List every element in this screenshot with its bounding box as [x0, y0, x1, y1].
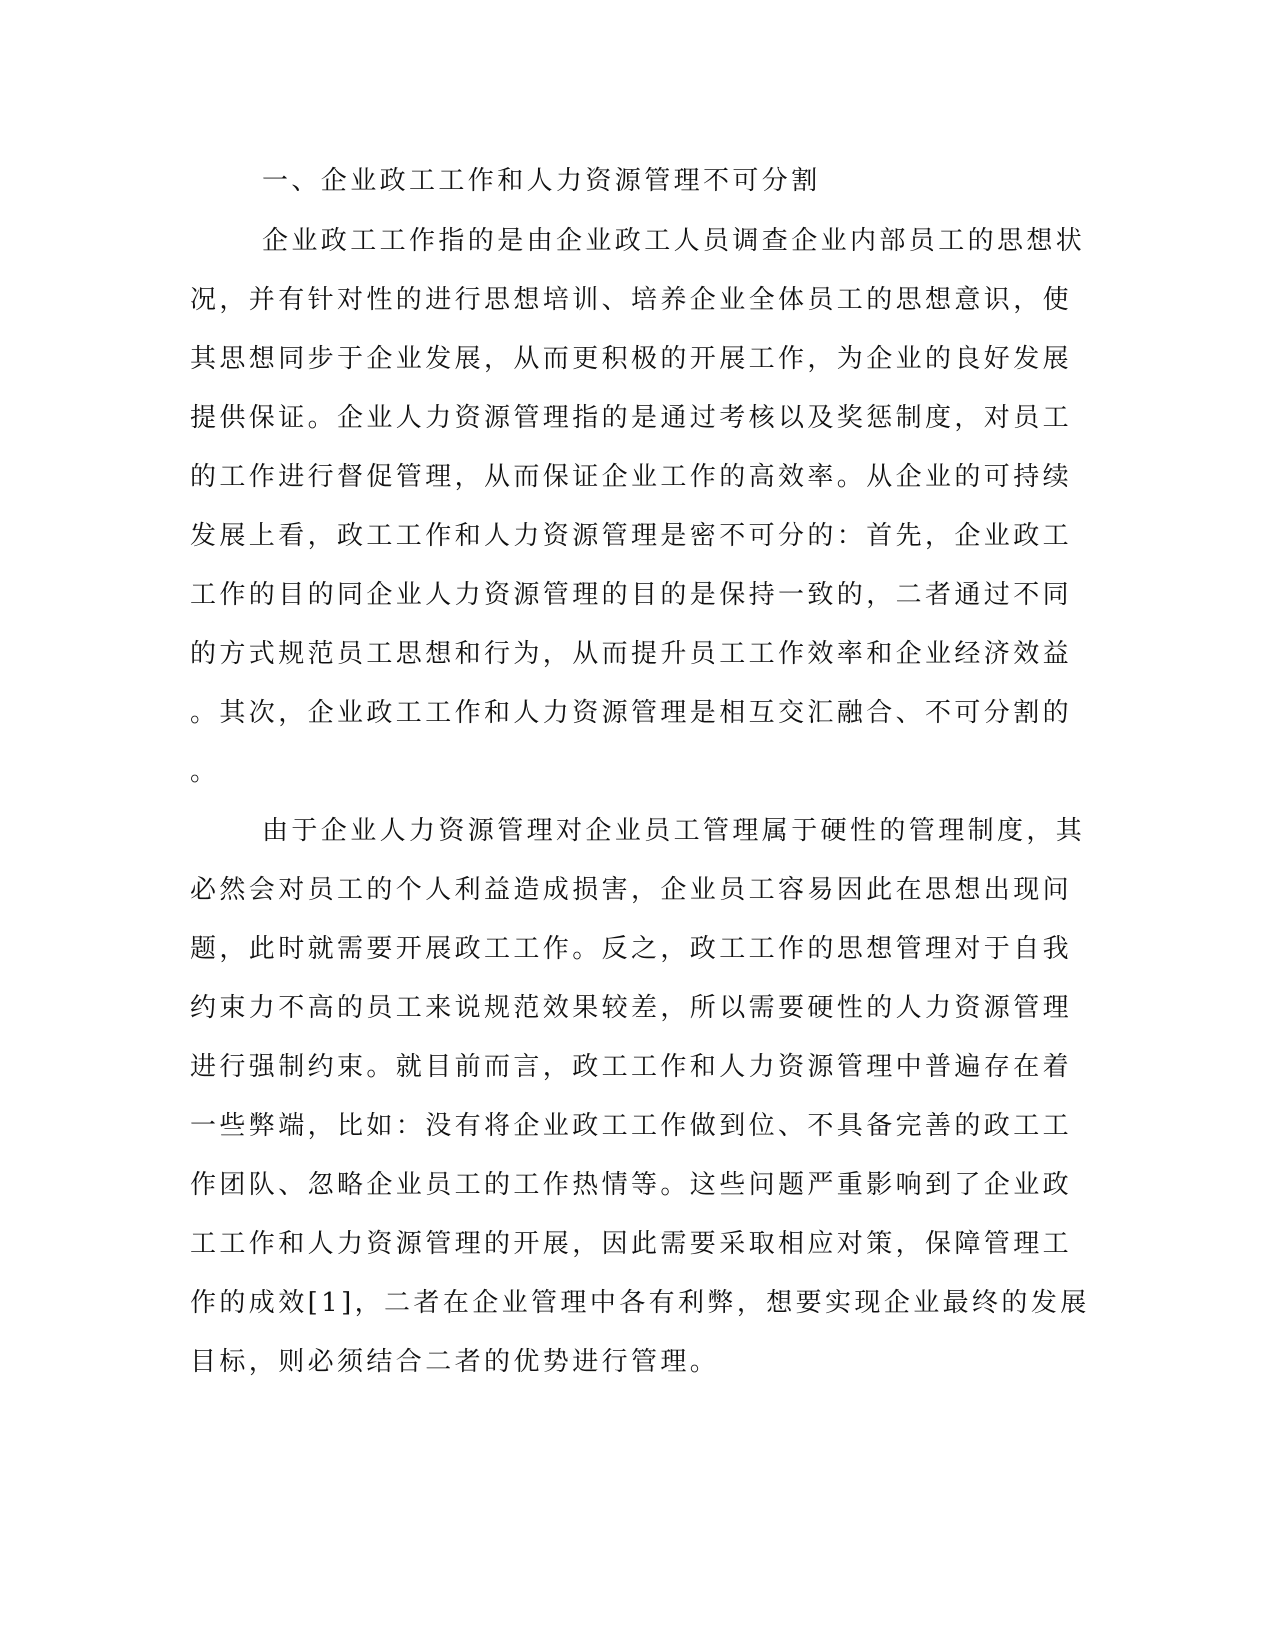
paragraph-1-line-1: 企业政工工作指的是由企业政工人员调查企业内部员工的思想状	[262, 226, 1086, 256]
paragraph-2-line-7: 作团队、忽略企业员工的工作热情等。这些问题严重影响到了企业政	[190, 1170, 1073, 1200]
paragraph-2-line-1: 由于企业人力资源管理对企业员工管理属于硬性的管理制度，其	[262, 816, 1086, 846]
paragraph-2-line-8: 工工作和人力资源管理的开展，因此需要采取相应对策，保障管理工	[190, 1229, 1073, 1259]
paragraph-1-line-6: 发展上看，政工工作和人力资源管理是密不可分的：首先，企业政工	[190, 521, 1073, 551]
paragraph-2-line-9: 作的成效[1]，二者在企业管理中各有利弊，想要实现企业最终的发展	[190, 1288, 1090, 1318]
paragraph-1-line-7: 工作的目的同企业人力资源管理的目的是保持一致的，二者通过不同	[190, 580, 1073, 610]
paragraph-1-line-10: 。	[190, 757, 220, 787]
paragraph-1-line-8: 的方式规范员工思想和行为，从而提升员工工作效率和企业经济效益	[190, 639, 1073, 669]
paragraph-1-line-4: 提供保证。企业人力资源管理指的是通过考核以及奖惩制度，对员工	[190, 403, 1073, 433]
paragraph-2-line-6: 一些弊端，比如：没有将企业政工工作做到位、不具备完善的政工工	[190, 1111, 1073, 1141]
paragraph-1-line-2: 况，并有针对性的进行思想培训、培养企业全体员工的思想意识，使	[190, 285, 1073, 315]
paragraph-1-line-3: 其思想同步于企业发展，从而更积极的开展工作，为企业的良好发展	[190, 344, 1073, 374]
section-heading: 一、企业政工工作和人力资源管理不可分割	[262, 166, 821, 196]
paragraph-2-line-2: 必然会对员工的个人利益造成损害，企业员工容易因此在思想出现问	[190, 875, 1073, 905]
paragraph-1-line-5: 的工作进行督促管理，从而保证企业工作的高效率。从企业的可持续	[190, 462, 1073, 492]
paragraph-1-line-9: 。其次，企业政工工作和人力资源管理是相互交汇融合、不可分割的	[190, 698, 1073, 728]
paragraph-2-line-10: 目标，则必须结合二者的优势进行管理。	[190, 1347, 720, 1377]
paragraph-2-line-5: 进行强制约束。就目前而言，政工工作和人力资源管理中普遍存在着	[190, 1052, 1073, 1082]
paragraph-2-line-3: 题，此时就需要开展政工工作。反之，政工工作的思想管理对于自我	[190, 934, 1073, 964]
paragraph-2-line-4: 约束力不高的员工来说规范效果较差，所以需要硬性的人力资源管理	[190, 993, 1073, 1023]
